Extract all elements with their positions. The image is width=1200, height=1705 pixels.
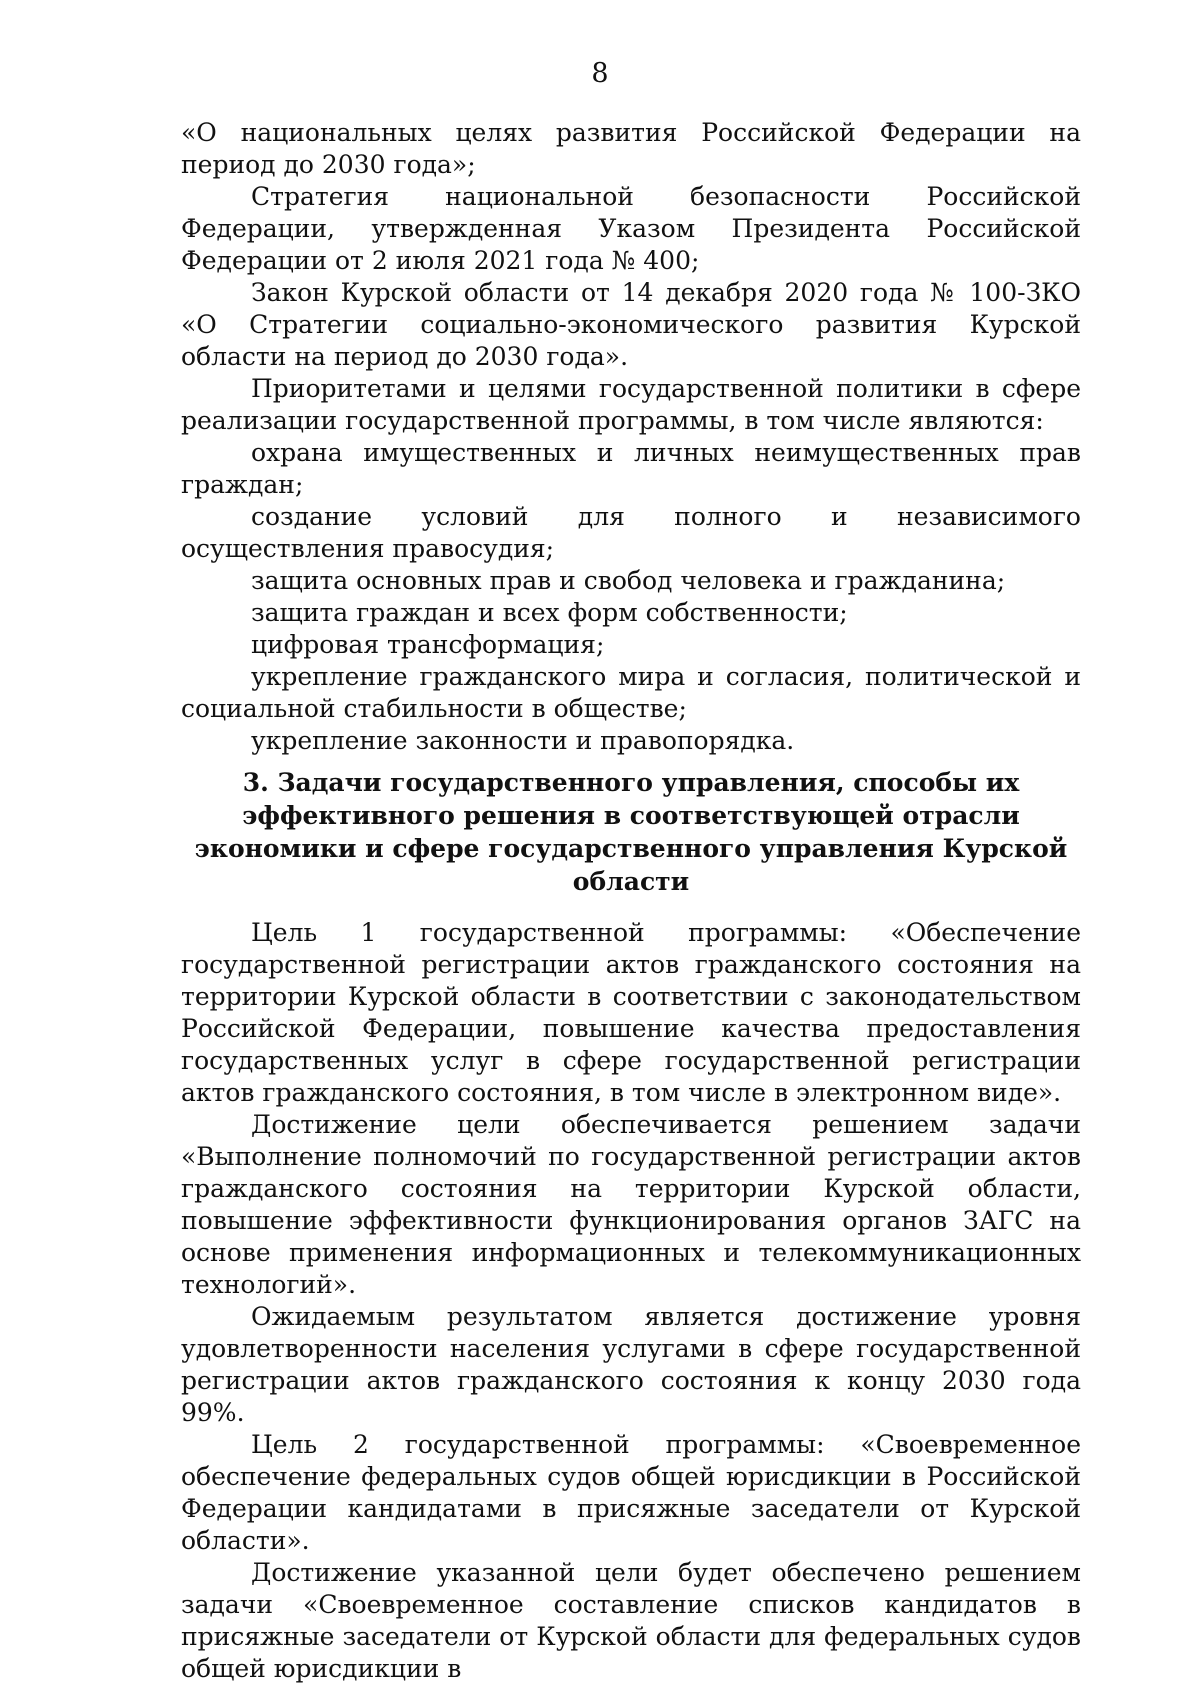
paragraph: «О национальных целях развития Российской Федерации на период до 2030 года»; (181, 118, 1081, 179)
body-text-part1 (181, 117, 1081, 757)
paragraph: Закон Курской области от 14 декабря 2020 года № 100-ЗКО «О Стратегии социально-экономического развития Курской области на период до 2030 года». (181, 278, 1081, 371)
list-item: защита основных прав и свобод человека и гражданина; (251, 566, 1006, 595)
paragraph: Стратегия национальной безопасности Российской Федерации, утвержденная Указом Президента Российской Федерации от 2 июля 2021 года № 400; (181, 182, 1081, 275)
paragraph: Цель 2 государственной программы: «Своевременное обеспечение федеральных судов общей юрисдикции в Российской Федерации кандидатами в присяжные заседатели от Курской области». (181, 1430, 1081, 1555)
body-text-part2 (181, 917, 1081, 1685)
list-item: защита граждан и всех форм собственности; (251, 598, 848, 627)
paragraph: Достижение указанной цели будет обеспечено решением задачи «Своевременное составление списков кандидатов в присяжные заседатели от Курской области для федеральных судов общей юрисдикции в (181, 1558, 1081, 1683)
paragraph: Достижение цели обеспечивается решением задачи «Выполнение полномочий по государственной регистрации актов гражданского состояния на территории Курской области, повышение эффективности функционирования органов ЗАГС на основе применения информационных и телекоммуникационных технологий». (181, 1110, 1081, 1299)
list-item: укрепление гражданского мира и согласия, политической и социальной стабильности в обществе; (181, 662, 1081, 723)
list-item: создание условий для полного и независимого осуществления правосудия; (181, 502, 1081, 563)
page-number: 8 (591, 58, 609, 89)
section-heading: 3. Задачи государственного управления, способы их эффективного решения в соответствующей отрасли экономики и сфере государственного управления Курской области (194, 768, 1068, 896)
list-item: охрана имущественных и личных неимущественных прав граждан; (181, 438, 1081, 499)
paragraph: Цель 1 государственной программы: «Обеспечение государственной регистрации актов гражданского состояния на территории Курской области в соответствии с законодательством Российской Федерации, повышение качества предоставления государственных услуг в сфере государственной регистрации актов гражданского состояния, в том числе в электронном виде». (181, 918, 1081, 1107)
list-item: цифровая трансформация; (251, 630, 605, 659)
paragraph: Приоритетами и целями государственной политики в сфере реализации государственной программы, в том числе являются: (181, 374, 1081, 435)
paragraph: Ожидаемым результатом является достижение уровня удовлетворенности населения услугами в сфере государственной регистрации актов гражданского состояния к концу 2030 года 99%. (181, 1302, 1081, 1427)
list-item: укрепление законности и правопорядка. (251, 726, 795, 755)
